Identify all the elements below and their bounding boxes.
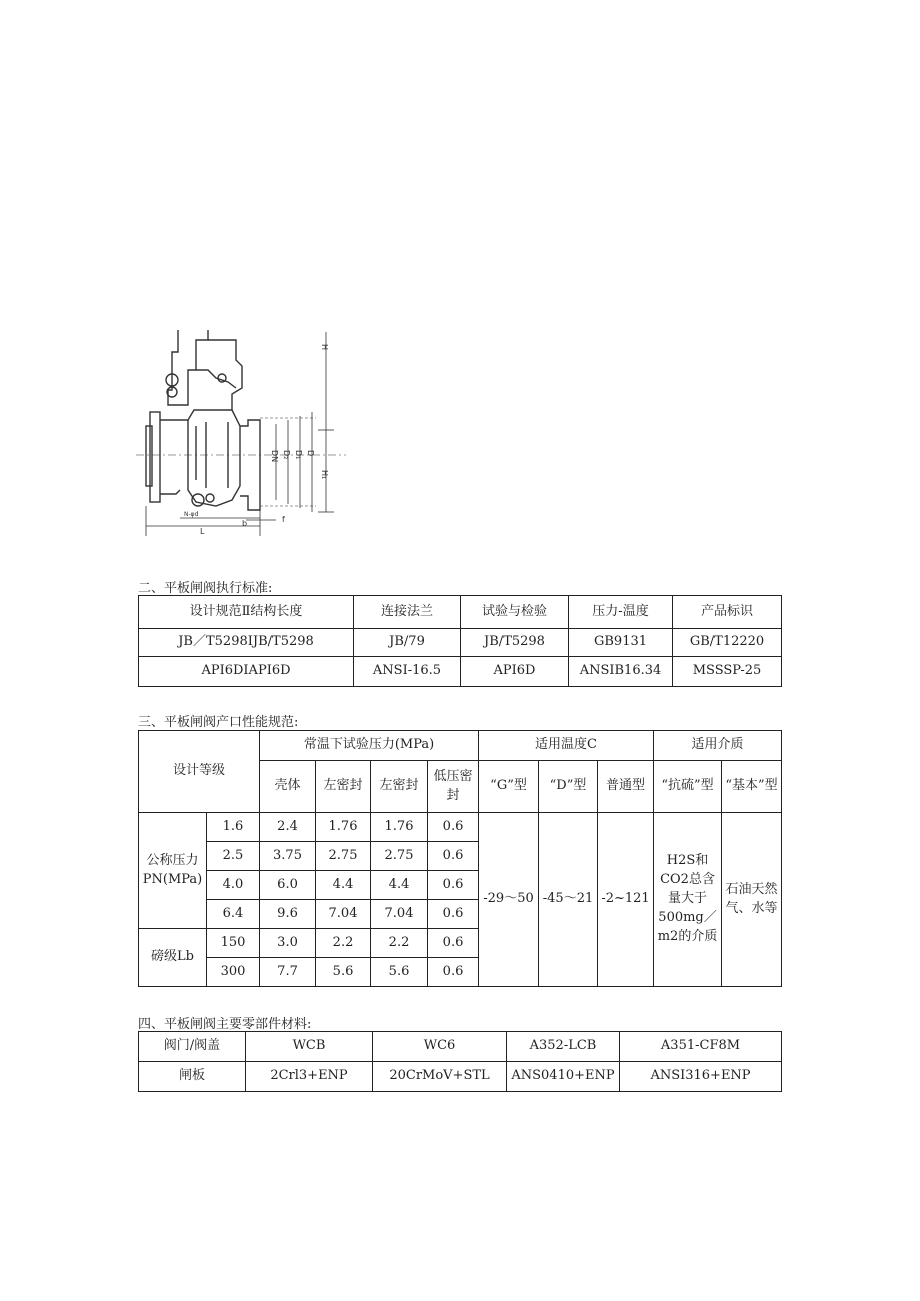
table-cell: 4.0 (207, 871, 260, 900)
temp-header: 普通型 (598, 761, 654, 813)
standards-table (138, 595, 782, 687)
performance-table (138, 730, 782, 987)
table-cell: 7.04 (316, 900, 371, 929)
table-cell: 9.6 (260, 900, 316, 929)
sub-header: 左密封 (316, 761, 371, 813)
dim-label-f: f (282, 515, 285, 524)
table-cell: 2Crl3+ENP (246, 1062, 373, 1092)
pn-label: 公称压力PN(MPa) (139, 813, 207, 929)
table-cell: A352-LCB (507, 1032, 620, 1062)
table-cell: GB9131 (569, 629, 673, 657)
header-cell: 产品标识 (673, 596, 782, 629)
sub-header: 壳体 (260, 761, 316, 813)
table-cell: 2.5 (207, 842, 260, 871)
table-cell: JB/79 (354, 629, 461, 657)
table-cell: 5.6 (316, 958, 371, 987)
media-basic-value: 石油天然气、水等 (722, 813, 782, 987)
table-cell: 0.6 (428, 929, 479, 958)
table-cell: MSSSP-25 (673, 657, 782, 687)
table-cell: 2.4 (260, 813, 316, 842)
table-cell: API6DIAPI6D (139, 657, 354, 687)
table-cell: 0.6 (428, 900, 479, 929)
header-cell: 试验与检验 (461, 596, 569, 629)
dim-label-h: H (320, 344, 329, 351)
section2-title: 二、平板闸阀执行标准: (138, 581, 273, 596)
media-header: “抗硫”型 (654, 761, 722, 813)
materials-table (138, 1031, 782, 1092)
table-cell: 0.6 (428, 813, 479, 842)
table-cell: GB/T12220 (673, 629, 782, 657)
table-cell: 1.6 (207, 813, 260, 842)
header-cell: 连接法兰 (354, 596, 461, 629)
table-cell: WC6 (373, 1032, 507, 1062)
temp-group-header: 适用温度C (479, 731, 654, 761)
pressure-group-header: 常温下试验压力(MPa) (260, 731, 479, 761)
table-cell: ANSI-16.5 (354, 657, 461, 687)
sub-header: 左密封 (371, 761, 428, 813)
table-cell: JB／T5298IJB/T5298 (139, 629, 354, 657)
design-grade-header: 设计等级 (139, 731, 260, 813)
table-cell: 6.0 (260, 871, 316, 900)
dim-label-bolts: N-φd (184, 511, 199, 518)
table-cell: 7.04 (371, 900, 428, 929)
table-cell: 1.76 (371, 813, 428, 842)
temp-g-value: -29～50 (479, 813, 539, 987)
table-cell: 阀门/阀盖 (139, 1032, 246, 1062)
table-cell: 2.2 (316, 929, 371, 958)
media-header: “基本”型 (722, 761, 782, 813)
table-cell: 0.6 (428, 958, 479, 987)
header-cell: 设计规范Ⅱ结构长度 (139, 596, 354, 629)
table-cell: ANSI316+ENP (620, 1062, 782, 1092)
table-cell: A351-CF8M (620, 1032, 782, 1062)
table-cell: 20CrMoV+STL (373, 1062, 507, 1092)
dim-label-b: b (242, 519, 248, 528)
dim-label-l: L (200, 527, 205, 536)
table-cell: 7.7 (260, 958, 316, 987)
table-cell: 2.75 (371, 842, 428, 871)
table-cell: API6D (461, 657, 569, 687)
table-cell: 3.75 (260, 842, 316, 871)
table-cell: 5.6 (371, 958, 428, 987)
temp-header: “D”型 (539, 761, 598, 813)
dim-label-dn: DN (270, 450, 279, 463)
lb-label: 磅级Lb (139, 929, 207, 987)
section4-title: 四、平板闸阀主要零部件材料: (138, 1017, 312, 1032)
header-cell: 压力-温度 (569, 596, 673, 629)
section3-title: 三、平板闸阀产口性能规范: (138, 715, 299, 730)
table-cell: 3.0 (260, 929, 316, 958)
dim-label-d2: D₂ (282, 450, 291, 460)
table-cell: 2.2 (371, 929, 428, 958)
table-cell: ANSIB16.34 (569, 657, 673, 687)
temp-d-value: -45～21 (539, 813, 598, 987)
temp-header: “G”型 (479, 761, 539, 813)
table-cell: 2.75 (316, 842, 371, 871)
table-cell: 闸板 (139, 1062, 246, 1092)
gate-valve-drawing (136, 330, 346, 540)
dim-label-h1: H₁ (320, 470, 329, 480)
table-cell: 4.4 (371, 871, 428, 900)
media-group-header: 适用介质 (654, 731, 782, 761)
table-cell: WCB (246, 1032, 373, 1062)
dim-label-d1: D₁ (294, 450, 303, 460)
table-cell: 1.76 (316, 813, 371, 842)
table-cell: 6.4 (207, 900, 260, 929)
media-sulfur-value: H2S和CO2总含量大于500mg／m2的介质 (654, 813, 722, 987)
temp-normal-value: -2~121 (598, 813, 654, 987)
table-cell: 0.6 (428, 842, 479, 871)
table-cell: 4.4 (316, 871, 371, 900)
table-cell: 300 (207, 958, 260, 987)
dim-label-d: D (306, 450, 315, 457)
table-cell: 0.6 (428, 871, 479, 900)
table-cell: ANS0410+ENP (507, 1062, 620, 1092)
table-cell: 150 (207, 929, 260, 958)
table-cell: JB/T5298 (461, 629, 569, 657)
sub-header: 低压密封 (428, 761, 479, 813)
